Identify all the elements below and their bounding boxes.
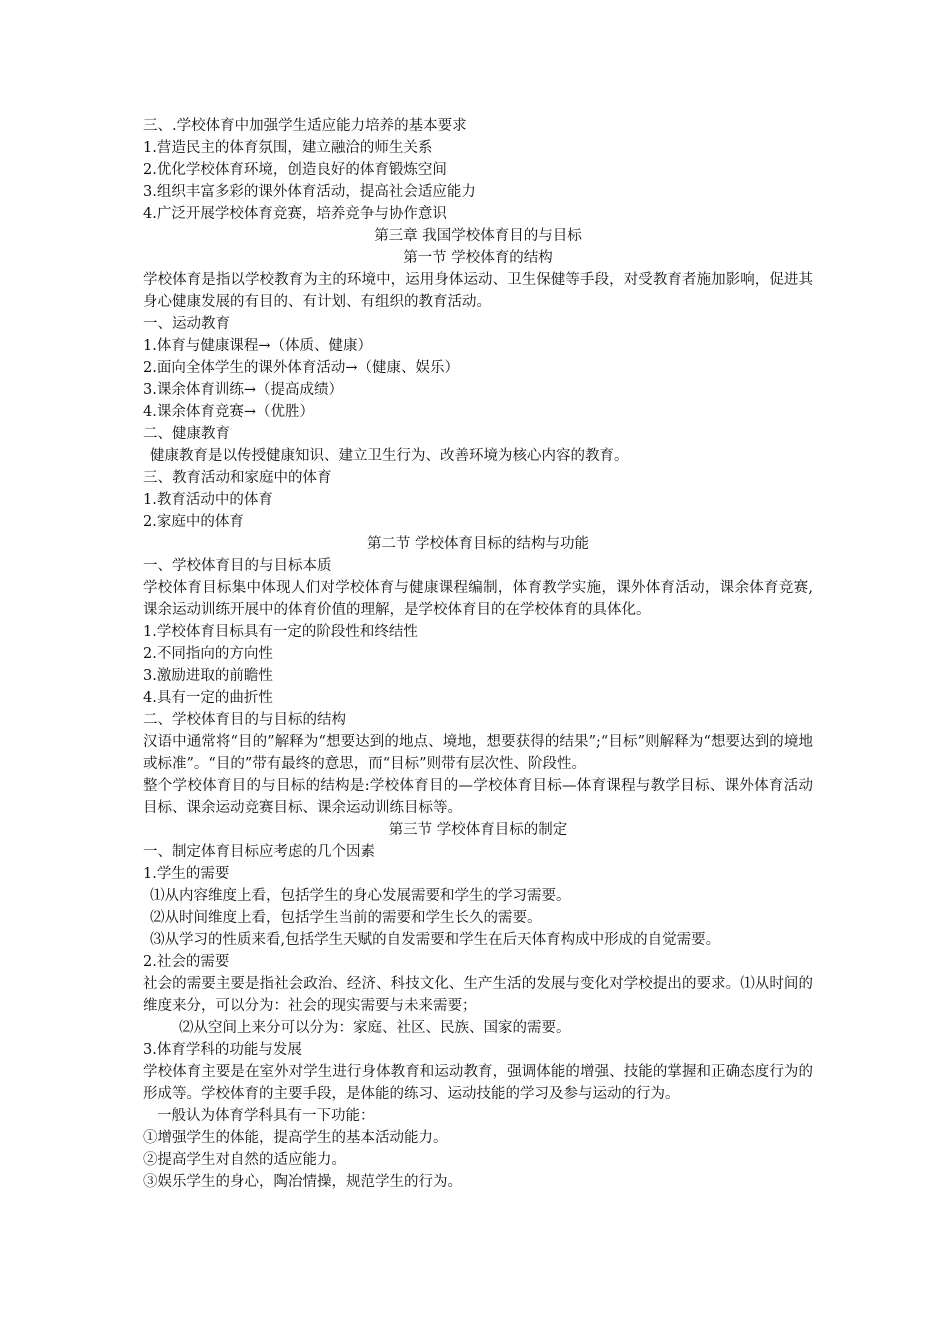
text-line: 1.学校体育目标具有一定的阶段性和终结性: [143, 624, 418, 640]
paragraph: 学校体育是指以学校教育为主的环境中，运用身体运动、卫生保健等手段，对受教育者施加影响，促进其身心健康发展的有目的、有计划、有组织的教育活动。: [143, 272, 813, 310]
text-line: 4.具有一定的曲折性: [143, 690, 273, 706]
text-line: 一、制定体育目标应考虑的几个因素: [143, 844, 375, 860]
text-line: ③娱乐学生的身心，陶冶情操，规范学生的行为。: [143, 1174, 462, 1190]
text-line: 一、学校体育目的与目标本质: [143, 558, 332, 574]
text-line: 3.课余体育训练→（提高成绩）: [143, 382, 343, 398]
text-line: 2.家庭中的体育: [143, 514, 244, 530]
text-line: ②提高学生对自然的适应能力。: [143, 1152, 346, 1168]
document-content: [143, 115, 813, 1193]
paragraph: 汉语中通常将“目的”解释为“想要达到的地点、境地，想要获得的结果”;“目标”则解释为“想要达到的境地或标准”。“目的”带有最终的意思，而“目标”则带有层次性、阶段性。: [143, 734, 813, 772]
document-page: [143, 115, 813, 1193]
text-line: ⑴从内容维度上看，包括学生的身心发展需要和学生的学习需要。: [150, 888, 571, 904]
text-line: ①增强学生的体能，提高学生的基本活动能力。: [143, 1130, 448, 1146]
paragraph: 学校体育主要是在室外对学生进行身体教育和运动教育，强调体能的增强、技能的掌握和正确态度行为的形成等。学校体育的主要手段，是体能的练习、运动技能的学习及参与运动的行为。: [143, 1064, 813, 1102]
paragraph: 整个学校体育目的与目标的结构是:学校体育目的—学校体育目标—体育课程与教学目标、课外体育活动目标、课余运动竞赛目标、课余运动训练目标等。: [143, 778, 813, 816]
section-heading: 第一节 学校体育的结构: [403, 250, 553, 266]
text-line: 4.课余体育竞赛→（优胜）: [143, 404, 314, 420]
text-line: 一般认为体育学科具有一下功能：: [157, 1108, 375, 1124]
text-line: 2.面向全体学生的课外体育活动→（健康、娱乐）: [143, 360, 459, 376]
text-line: ⑶从学习的性质来看,包括学生天赋的自发需要和学生在后天体育构成中形成的自觉需要。: [150, 932, 721, 948]
text-line: 1.营造民主的体育氛围，建立融洽的师生关系: [143, 140, 433, 156]
text-line: 一、运动教育: [143, 316, 230, 332]
text-line: 3.激励进取的前瞻性: [143, 668, 273, 684]
section-heading: 第三章 我国学校体育目的与目标: [374, 228, 582, 244]
text-line: 1.体育与健康课程→（体质、健康）: [143, 338, 372, 354]
section-heading: 第二节 学校体育目标的结构与功能: [366, 536, 590, 552]
text-line: 1.教育活动中的体育: [143, 492, 273, 508]
text-line: 三、教育活动和家庭中的体育: [143, 470, 332, 486]
text-line: 二、学校体育目的与目标的结构: [143, 712, 346, 728]
text-line: 2.社会的需要: [143, 954, 230, 970]
text-line: 健康教育是以传授健康知识、建立卫生行为、改善环境为核心内容的教育。: [150, 448, 629, 464]
text-line: 二、健康教育: [143, 426, 230, 442]
paragraph: 学校体育目标集中体现人们对学校体育与健康课程编制，体育教学实施，课外体育活动，课余体育竞赛,课余运动训练开展中的体育价值的理解，是学校体育目的在学校体育的具体化。: [143, 580, 813, 618]
paragraph: 社会的需要主要是指社会政治、经济、科技文化、生产生活的发展与变化对学校提出的要求。⑴从时间的维度来分，可以分为：社会的现实需要与未来需要；: [143, 976, 813, 1014]
text-line: 2.优化学校体育环境，创造良好的体育锻炼空间: [143, 162, 447, 178]
text-line: 3.组织丰富多彩的课外体育活动，提高社会适应能力: [143, 184, 476, 200]
text-line: ⑵从时间维度上看，包括学生当前的需要和学生长久的需要。: [150, 910, 542, 926]
text-line: ⑵从空间上来分可以分为：家庭、社区、民族、国家的需要。: [179, 1020, 571, 1036]
text-line: 4.广泛开展学校体育竞赛，培养竞争与协作意识: [143, 206, 447, 222]
text-line: 3.体育学科的功能与发展: [143, 1042, 302, 1058]
text-line: 1.学生的需要: [143, 866, 230, 882]
section-heading: 第三节 学校体育目标的制定: [388, 822, 568, 838]
text-line: 2.不同指向的方向性: [143, 646, 273, 662]
text-line: 三、.学校体育中加强学生适应能力培养的基本要求: [143, 118, 467, 134]
